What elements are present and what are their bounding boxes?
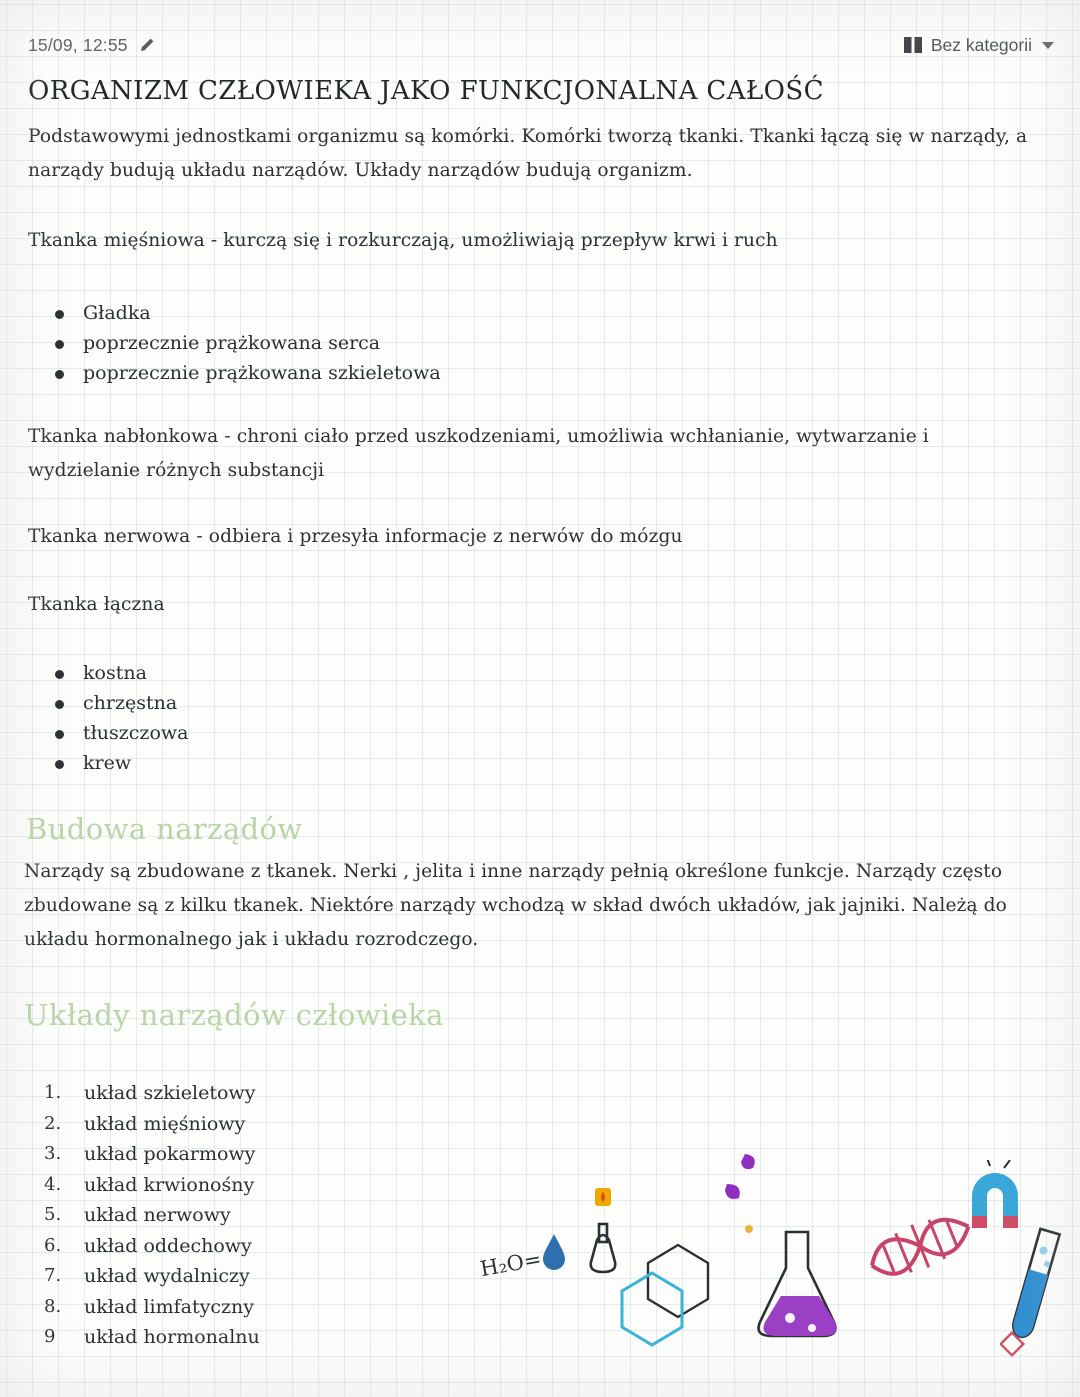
list-item: tłuszczowa	[28, 718, 628, 748]
list-item-number: 5.	[44, 1204, 62, 1225]
list-item: poprzecznie prążkowana serca	[28, 328, 728, 358]
list-item	[24, 1322, 444, 1353]
category-label: Bez kategorii	[930, 34, 1032, 55]
note-title: ORGANIZM CZŁOWIEKA JAKO FUNKCJONALNA CAŁOŚĆ	[28, 76, 824, 106]
list-item	[24, 1292, 444, 1323]
list-item: Gładka	[28, 298, 728, 328]
organs-paragraph: Narządy są zbudowane z tkanek. Nerki , jelita i inne narządy pełnią określone funkcje. Narządy często zbudowane są z kilku tkanek. Niektóre narządy wchodzą w skład dwóch układów, jak jajniki. Należą do układu hormonalnego jak i układu rozrodczego.	[24, 861, 1007, 950]
list-item: chrzęstna	[28, 688, 628, 718]
connective-tissue-list	[28, 658, 628, 778]
note-timestamp: 15/09, 12:55	[28, 34, 128, 55]
chevron-down-icon[interactable]	[1042, 42, 1054, 49]
list-item	[24, 1139, 444, 1170]
list-item-number: 1.	[44, 1082, 62, 1103]
epithelial-tissue-paragraph: Tkanka nabłonkowa - chroni ciało przed uszkodzeniami, umożliwia wchłanianie, wytwarzanie i wydzielanie różnych substancji	[28, 426, 929, 481]
list-item	[24, 1231, 444, 1262]
nerve-tissue-paragraph: Tkanka nerwowa - odbiera i przesyła informacje z nerwów do mózgu	[28, 526, 683, 547]
list-item-number: 8.	[44, 1295, 62, 1317]
list-item: krew	[28, 748, 628, 778]
systems-list	[24, 1078, 444, 1353]
list-item-number: 3.	[44, 1143, 62, 1164]
list-item-number: 7.	[44, 1265, 62, 1286]
note-topbar	[28, 30, 1054, 60]
list-item-number: 2.	[44, 1112, 62, 1134]
list-item	[24, 1200, 444, 1231]
list-item: kostna	[28, 658, 628, 688]
connective-tissue-paragraph: Tkanka łączna	[28, 594, 165, 615]
list-item	[24, 1261, 444, 1292]
list-item-label: układ mięśniowy	[84, 1112, 246, 1135]
muscle-tissue-paragraph: Tkanka mięśniowa - kurczą się i rozkurczają, umożliwiają przepływ krwi i ruch	[28, 230, 778, 251]
list-item-number: 9	[44, 1326, 56, 1347]
book-icon	[903, 36, 923, 54]
section-heading-systems: Układy narządów człowieka	[24, 998, 444, 1032]
list-item-number: 6.	[44, 1234, 62, 1256]
list-item-label: układ pokarmowy	[84, 1143, 256, 1165]
topbar-left-group	[28, 35, 155, 56]
list-item-label: układ krwionośny	[84, 1173, 255, 1196]
list-item	[24, 1170, 444, 1201]
list-item	[24, 1078, 444, 1109]
list-item-label: układ szkieletowy	[84, 1082, 256, 1104]
pencil-icon[interactable]	[138, 37, 155, 54]
list-item	[24, 1109, 444, 1140]
list-item-label: układ oddechowy	[84, 1234, 252, 1257]
list-item-label: układ hormonalnu	[84, 1326, 260, 1348]
section-heading-organs: Budowa narządów	[26, 812, 303, 846]
muscle-tissue-list	[28, 298, 728, 388]
category-selector[interactable]	[903, 35, 1054, 56]
list-item-label: układ nerwowy	[84, 1204, 231, 1226]
list-item-label: układ limfatyczny	[84, 1295, 254, 1318]
intro-paragraph: Podstawowymi jednostkami organizmu są komórki. Komórki tworzą tkanki. Tkanki łączą się w narządy, a narządy budują układu narządów. Układy narządów budują organizm.	[28, 126, 1028, 181]
list-item: poprzecznie prążkowana szkieletowa	[28, 358, 728, 388]
list-item-number: 4.	[44, 1173, 62, 1195]
science-doodles	[470, 1140, 1060, 1390]
water-formula-label: H₂O=	[478, 1246, 544, 1282]
list-item-label: układ wydalniczy	[84, 1265, 250, 1287]
